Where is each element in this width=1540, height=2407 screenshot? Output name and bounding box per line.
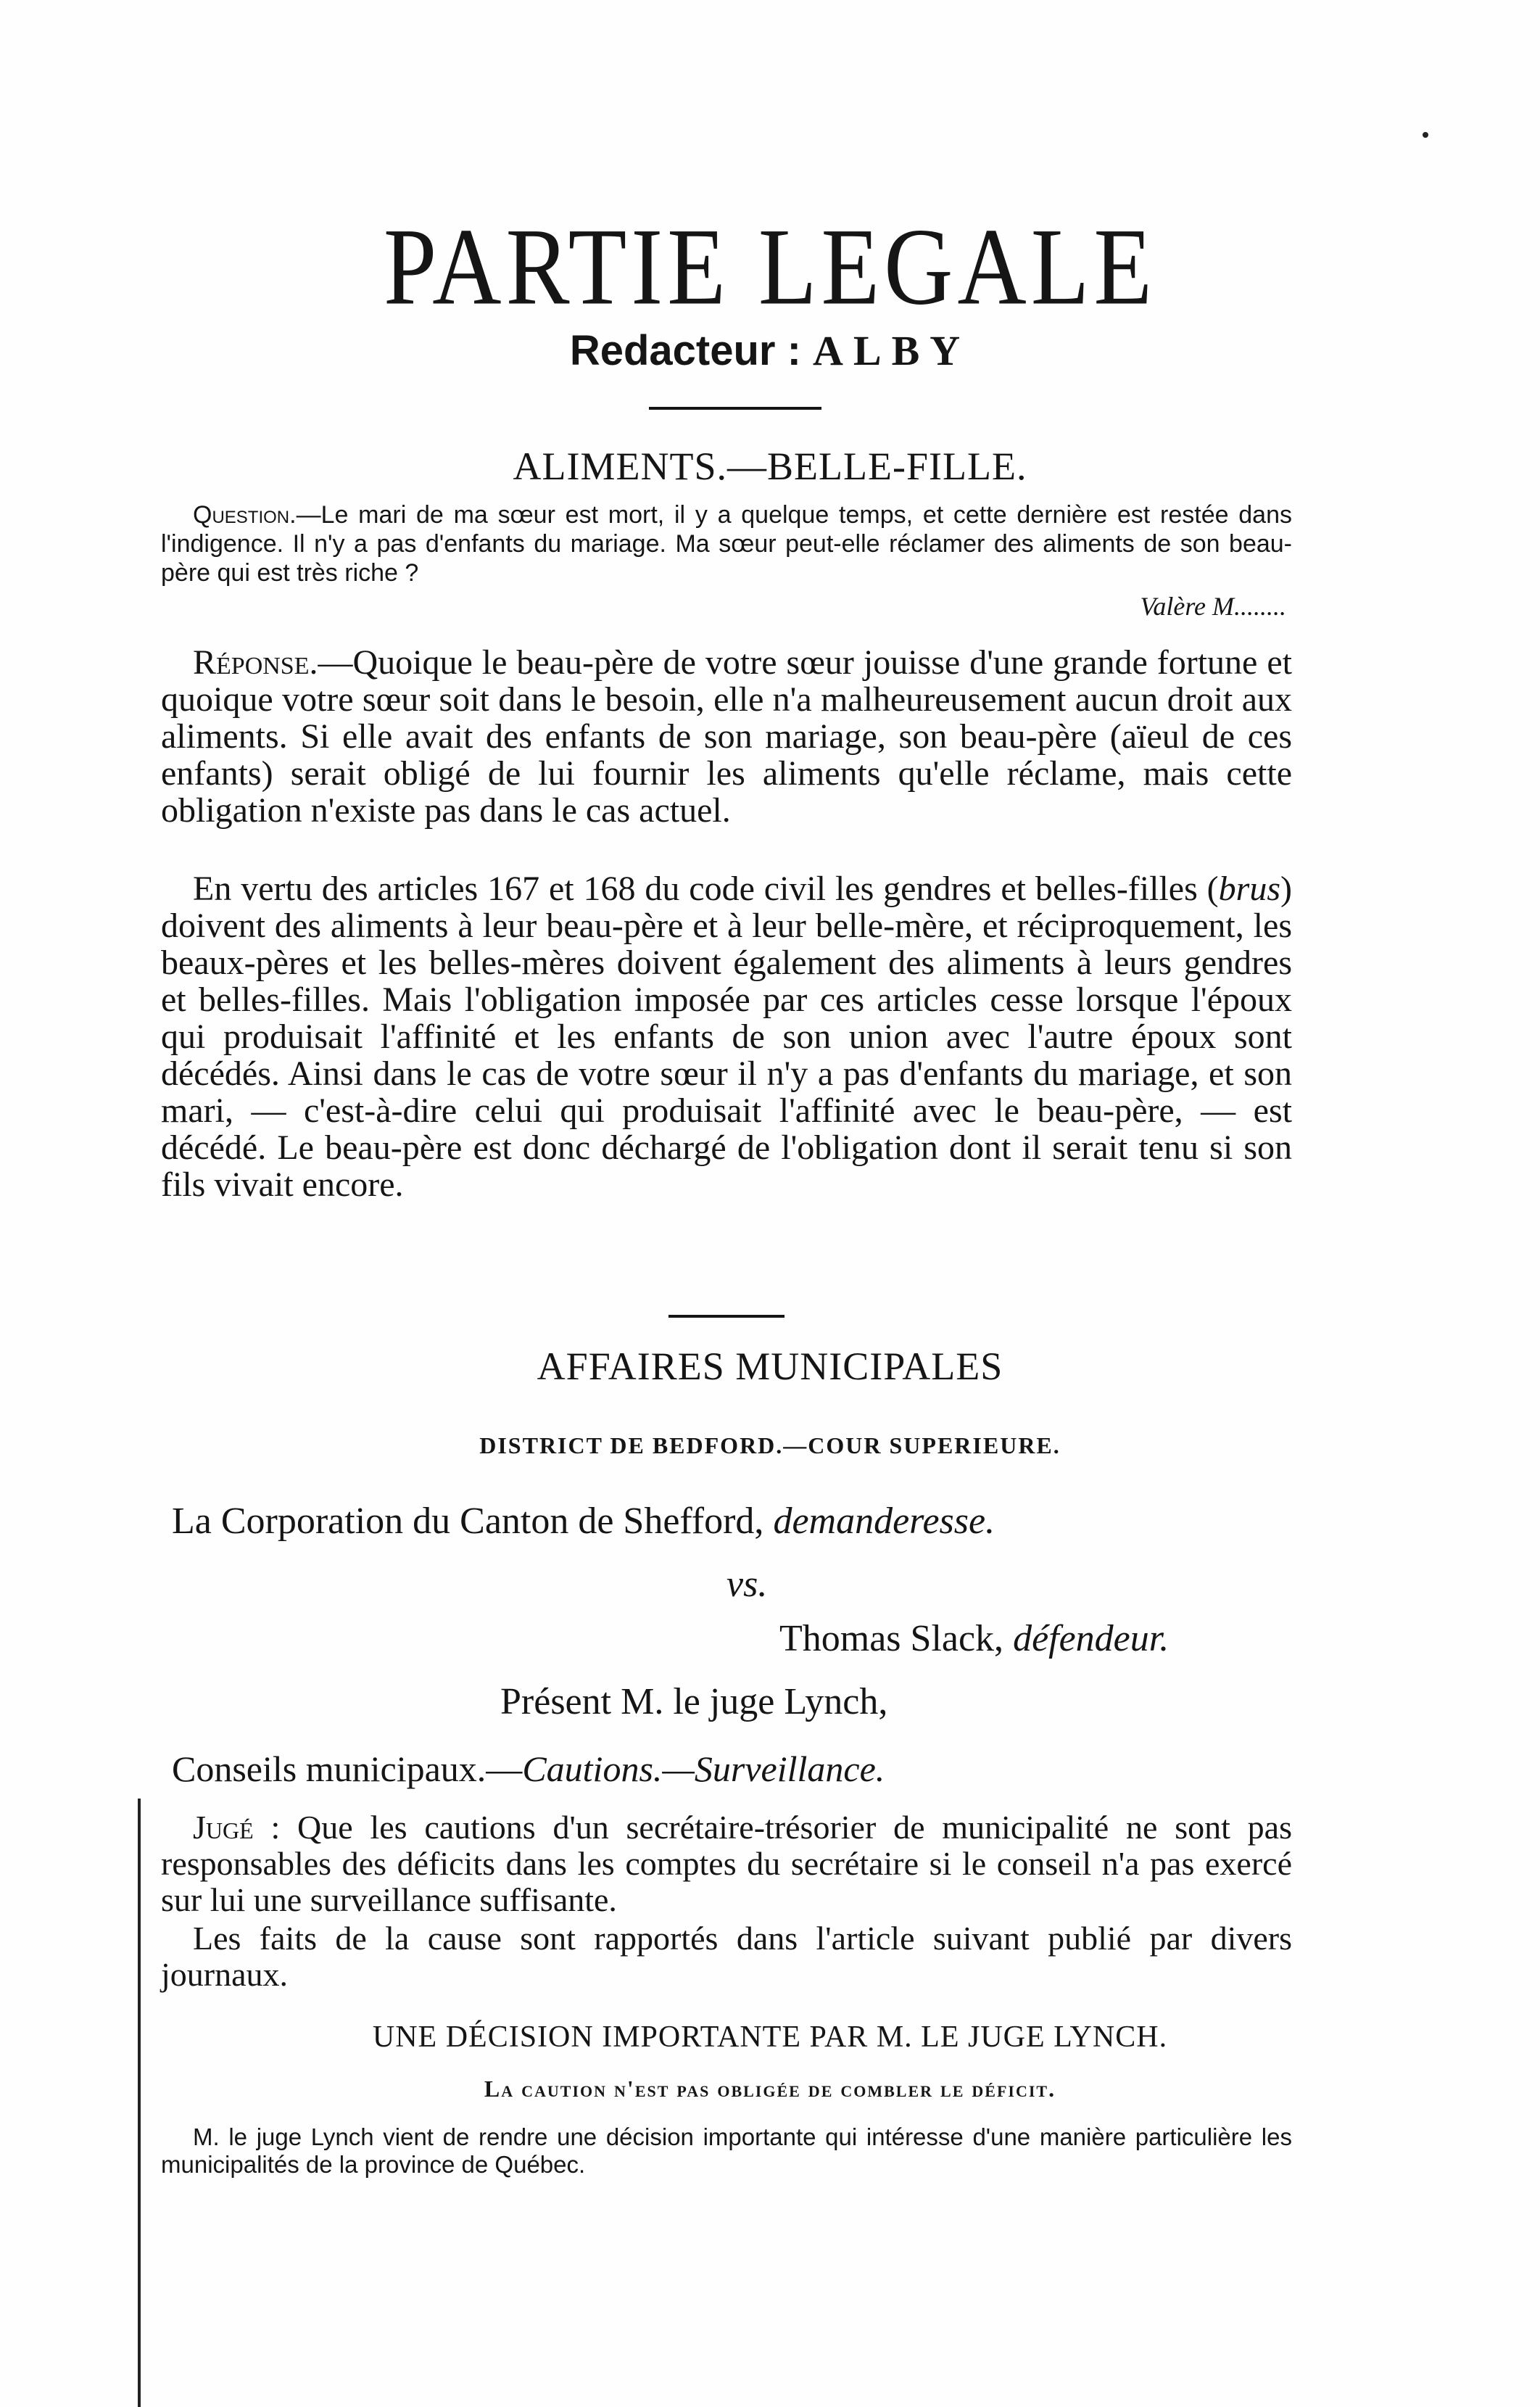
- response-label: Réponse.: [193, 643, 318, 682]
- divider-2: [668, 1315, 785, 1318]
- judged-label: Jugé: [193, 1809, 254, 1846]
- margin-line: [138, 1799, 141, 2407]
- defendant-line: [779, 1617, 1169, 1660]
- margin-speck: [1423, 132, 1428, 138]
- editor-label: Redacteur :: [569, 327, 801, 374]
- articles-text-1: En vertu des articles 167 et 168 du code civil les gendres et belles-filles (: [193, 870, 1219, 908]
- subject-line: [172, 1748, 885, 1790]
- defendant-role: défendeur.: [1013, 1618, 1170, 1659]
- defendant-name: Thomas Slack,: [779, 1618, 1004, 1659]
- section-heading-aliments: ALIMENTS.—BELLE-FILLE.: [513, 445, 1027, 488]
- editor-line: [0, 326, 1540, 375]
- articles-text-2: ) doivent des aliments à leur beau-père et à leur belle-mère, et réciproquement, les beaux-pères et les belles-mères doivent également des aliments à leurs gendres et belles-filles. Mais l'obligation imposée par ces articles cesse lorsque l'époux qui produisait l'affinité et les enfants de son union avec l'autre époux sont décédés. Ainsi dans le cas de votre sœur il n'y a pas d'enfants du mariage, et son mari, — c'est-à-dire celui qui produisait l'affinité avec le beau-père, — est décédé. Le beau-père est donc déchargé de l'obligation dont il serait tenu si son fils vivait encore.: [161, 870, 1292, 1204]
- articles-paragraph: [161, 870, 1292, 1203]
- versus-label: vs.: [726, 1564, 768, 1605]
- divider-1: [649, 407, 821, 410]
- decision-heading: UNE DÉCISION IMPORTANTE PAR M. LE JUGE LYNCH.: [372, 2020, 1168, 2054]
- court-district: DISTRICT DE BEDFORD.—COUR SUPERIEURE.: [479, 1432, 1061, 1458]
- response-text: —Quoique le beau-père de votre sœur jouisse d'une grande fortune et quoique votre sœur soit dans le besoin, elle n'a malheureusement aucun droit aux aliments. Si elle avait des enfants de son mariage, son beau-père (aïeul de ces enfants) serait obligé de lui fournir les aliments qu'elle réclame, mais cette obligation n'existe pas dans le cas actuel.: [161, 643, 1292, 830]
- page-title: PARTIE LEGALE: [383, 205, 1157, 328]
- subject-prefix: Conseils municipaux.—: [172, 1749, 523, 1789]
- judgment-paragraph: [161, 1809, 1292, 1918]
- judge-line: Présent M. le juge Lynch,: [500, 1681, 888, 1722]
- facts-paragraph: Les faits de la cause sont rapportés dans l'article suivant publié par divers journaux.: [161, 1920, 1292, 1993]
- articles-text-italic: brus: [1218, 870, 1281, 908]
- question-label: Question.: [193, 501, 297, 529]
- editor-name: ALBY: [813, 327, 971, 374]
- judged-text: : Que les cautions d'un secrétaire-trésorier de municipalité ne sont pas responsables des déficits dans les comptes du secrétaire si le conseil n'a pas exercé sur lui une surveillance suffisante.: [161, 1809, 1292, 1918]
- response-paragraph: [161, 644, 1292, 829]
- section-heading-municipales: AFFAIRES MUNICIPALES: [537, 1345, 1003, 1388]
- decision-subheading: La caution n'est pas obligée de combler le déficit.: [484, 2076, 1056, 2102]
- question-text: —Le mari de ma sœur est mort, il y a quelque temps, et cette dernière est restée dans l'indigence. Il n'y a pas d'enfants du mariage. Ma sœur peut-elle réclamer des aliments de son beau-père qui est très riche ?: [161, 501, 1292, 587]
- plaintiff-name: La Corporation du Canton de Shefford,: [172, 1500, 764, 1542]
- question-paragraph: [161, 500, 1292, 587]
- plaintiff-line: [172, 1500, 995, 1543]
- decision-paragraph: M. le juge Lynch vient de rendre une décision importante qui intéresse d'une manière particulière les municipalités de la province de Québec.: [161, 2123, 1292, 2178]
- plaintiff-role: demanderesse.: [773, 1500, 995, 1542]
- question-signature: Valère M........: [1140, 592, 1286, 621]
- subject-italic: Cautions.—Surveillance.: [522, 1749, 885, 1789]
